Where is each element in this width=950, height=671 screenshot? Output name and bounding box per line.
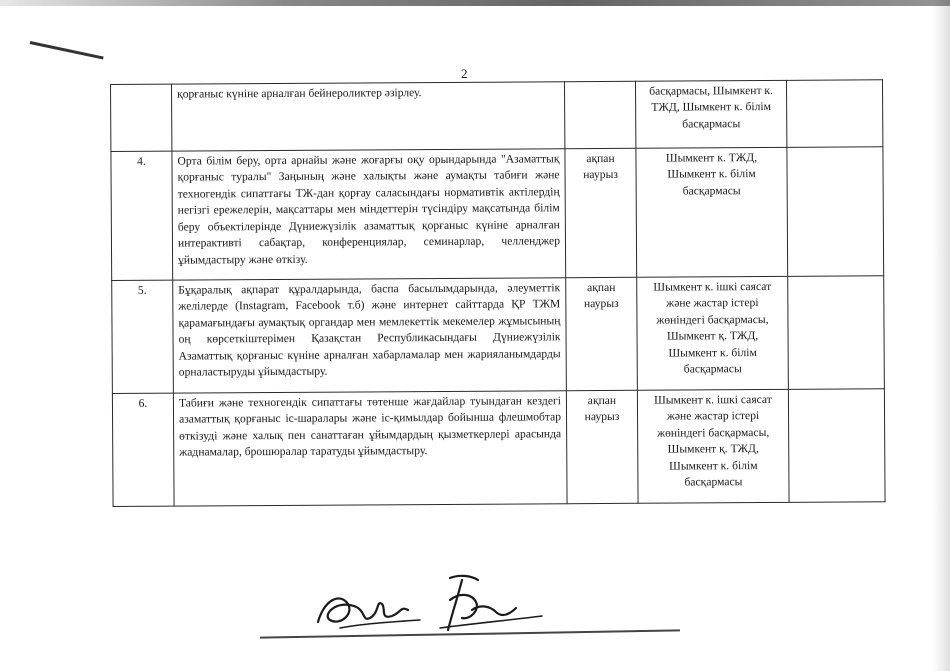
table-row [111, 80, 883, 152]
handwritten-signature [310, 570, 550, 640]
row-description: Табиғи және техногендік сипаттағы төтенше жағдайлар туындаған кездегі азаматтық қорғаныс іс-шаралары және іс-қимылдар бойынша флешмобтар өткізуді және халық пен санаттаған ұйымдардың қызметкерлері арасында жаднамалар, брошюралар таратуды ұйымдастыру. [173, 391, 567, 506]
scan-right-shadow [932, 0, 950, 671]
scan-top-edge [0, 0, 950, 6]
row-executors: Шымкент к. ішкі саясат және жастар істері жөніндегі басқармасы, Шымкент қ. ТЖД, Шымкент к. білім басқармасы [637, 276, 789, 390]
row-note [788, 389, 885, 503]
row-note [787, 147, 884, 277]
row-term: ақпан наурыз [566, 390, 638, 503]
row-term: ақпан наурыз [565, 148, 637, 277]
row-executors: Шымкент к. ТЖД, Шымкент к. білім басқармасы [636, 147, 788, 277]
table-row [111, 147, 884, 281]
table-row [112, 276, 885, 394]
row-number: 4. [111, 151, 173, 280]
scan-mark [30, 41, 104, 60]
row-term [564, 81, 635, 148]
row-executors: басқармасы, Шымкент к. ТЖД, Шымкент к. білім басқармасы [635, 80, 786, 148]
row-number [111, 84, 172, 151]
row-description: қорғаныс күніне арналған бейнероликтер әзірлеу. [172, 82, 565, 151]
row-note [786, 80, 882, 148]
row-note [788, 276, 885, 390]
row-term: ақпан наурыз [566, 277, 638, 390]
page-number: 2 [461, 66, 468, 81]
table-row [112, 389, 885, 507]
row-number: 5. [112, 280, 174, 393]
row-description: Бұқаралық ақпарат құралдарында, баспа басылымдарында, әлеуметтік желілерде (Instagram, Facebook т.б) және интернет сайттарда ҚР ТЖМ қарамағындағы аумақтық органдар мен мемлекеттік мекемелер жұмысының оң көрсеткіштерімен Қазақстан Республикасындағы Дүниежүзілік Азаматтық қорғаныс күніне арналған хабарламалар мен жарияланымдарды орналастыруды ұйымдастыру. [173, 278, 567, 393]
row-executors: Шымкент к. ішкі саясат және жастар істері жөніндегі басқармасы, Шымкент қ. ТЖД, Шымкент к. білім басқармасы [637, 389, 789, 503]
row-number: 6. [112, 393, 174, 506]
row-description: Орта білім беру, орта арнайы және жоғарғы оқу орындарында "Азаматтық қорғаныс туралы" Заңының және халықты және аумақты табиғи және техногендік сипаттағы ТЖ-дан қорғау саласындағы нормативтік актілердің негізгі ережелерін, мақсаттары мен міндеттерін түсіндіру мақсатында білім беру объектілерінде Дүниежүзілік азаматтық қорғаныс күніне арналған интерактивті сабақтар, конференциялар, семинарлар, челленджер ұйымдастыру және өткізу. [172, 149, 566, 280]
activity-table [110, 79, 886, 507]
